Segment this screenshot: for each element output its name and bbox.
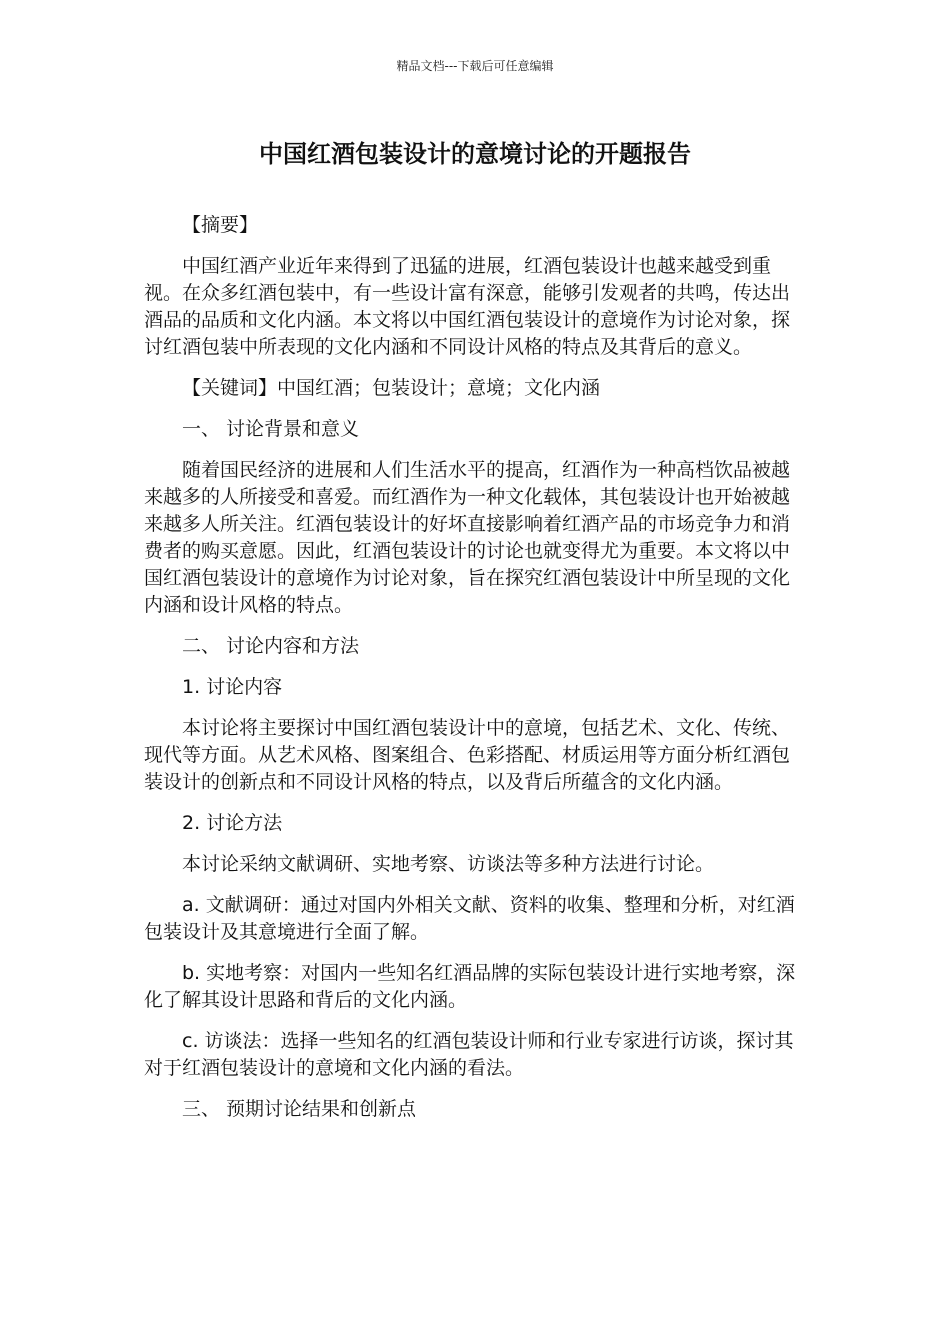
method-item-a: a. 文献调研：通过对国内外相关文献、资料的收集、整理和分析，对红酒包装设计及其意境进行全面了解。 bbox=[144, 894, 795, 943]
abstract-paragraph: 中国红酒产业近年来得到了迅猛的进展，红酒包装设计也越来越受到重视。在众多红酒包装中，有一些设计富有深意，能够引发观者的共鸣，传达出酒品的品质和文化内涵。本文将以中国红酒包装设计的意境作为讨论对象，探讨红酒包装中所表现的文化内涵和不同设计风格的特点及其背后的意义。 bbox=[144, 255, 791, 358]
document-title: 中国红酒包装设计的意境讨论的开题报告 bbox=[259, 140, 691, 168]
method-item-b: b. 实地考察：对国内一些知名红酒品牌的实际包装设计进行实地考察，深化了解其设计思路和背后的文化内涵。 bbox=[144, 962, 796, 1011]
subheading-content: 1. 讨论内容 bbox=[182, 676, 283, 698]
method-intro-paragraph: 本讨论采纳文献调研、实地考察、访谈法等多种方法进行讨论。 bbox=[182, 853, 715, 875]
section-heading-content-method: 二、 讨论内容和方法 bbox=[182, 635, 360, 657]
background-paragraph: 随着国民经济的进展和人们生活水平的提高，红酒作为一种高档饮品被越来越多的人所接受和喜爱。而红酒作为一种文化载体，其包装设计也开始被越来越多人所关注。红酒包装设计的好坏直接影响着红酒产品的市场竞争力和消费者的购买意愿。因此，红酒包装设计的讨论也就变得尤为重要。本文将以中国红酒包装设计的意境作为讨论对象，旨在探究红酒包装设计中所呈现的文化内涵和设计风格的特点。 bbox=[144, 459, 791, 616]
section-heading-expected-results: 三、 预期讨论结果和创新点 bbox=[182, 1098, 417, 1120]
method-item-c: c. 访谈法：选择一些知名的红酒包装设计师和行业专家进行访谈，探讨其对于红酒包装设计的意境和文化内涵的看法。 bbox=[144, 1030, 794, 1079]
header-note: 精品文档---下载后可任意编辑 bbox=[396, 59, 554, 73]
document-body bbox=[144, 212, 799, 1137]
section-heading-background: 一、 讨论背景和意义 bbox=[182, 418, 360, 440]
content-paragraph: 本讨论将主要探讨中国红酒包装设计中的意境，包括艺术、文化、传统、现代等方面。从艺术风格、图案组合、色彩搭配、材质运用等方面分析红酒包装设计的创新点和不同设计风格的特点，以及背后所蕴含的文化内涵。 bbox=[144, 717, 791, 793]
subheading-method: 2. 讨论方法 bbox=[182, 812, 283, 834]
keywords-line: 【关键词】中国红酒；包装设计；意境；文化内涵 bbox=[182, 377, 601, 399]
abstract-heading: 【摘要】 bbox=[182, 214, 259, 236]
